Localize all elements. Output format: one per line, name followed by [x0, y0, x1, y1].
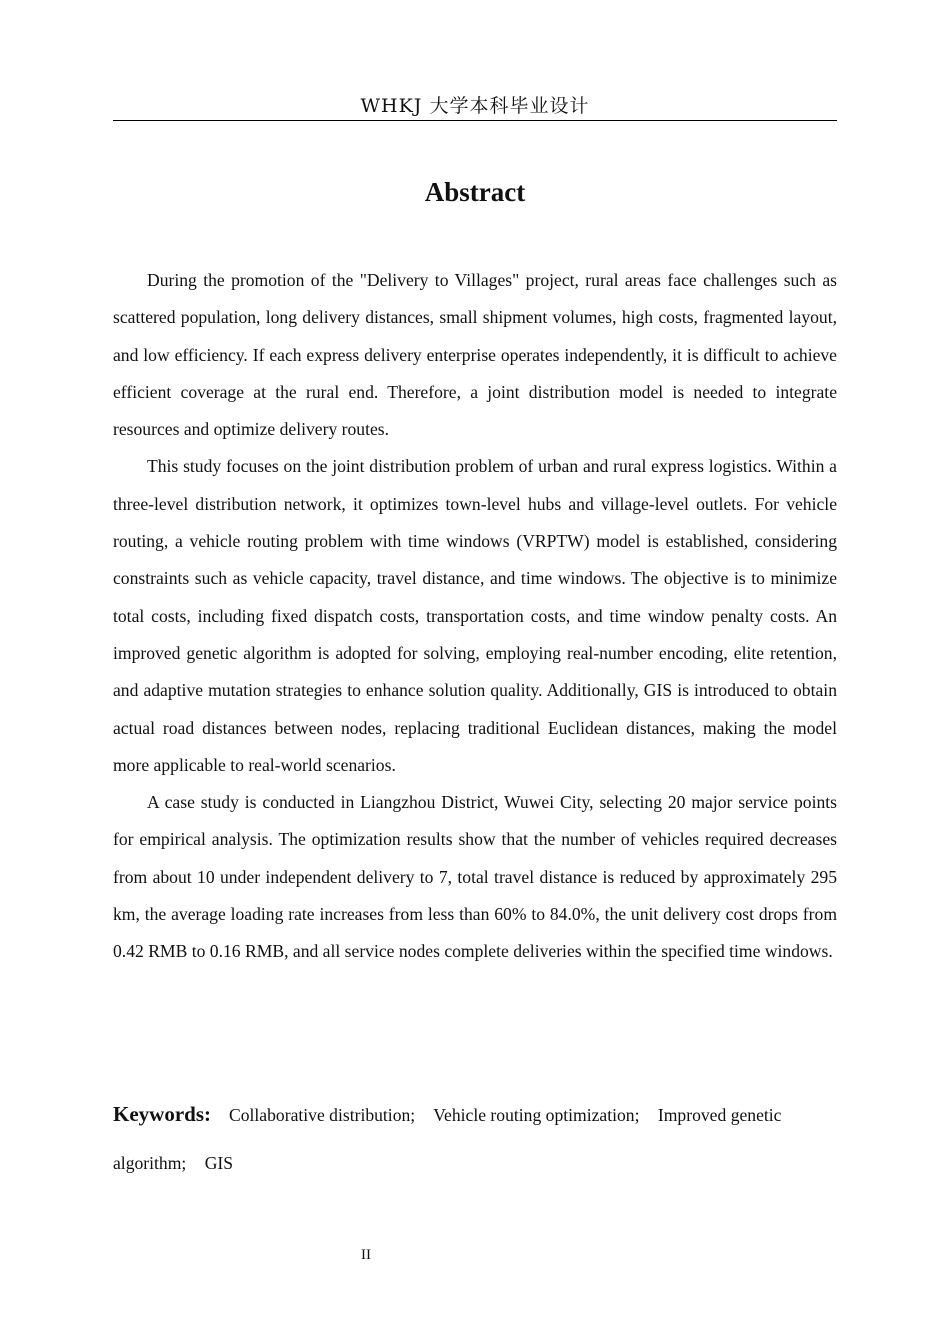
keywords-section [113, 1090, 803, 1187]
keyword-item: Collaborative distribution [229, 1105, 411, 1125]
keyword-separator: ; [181, 1153, 187, 1173]
running-header-text: WHKJ 大学本科毕业设计 [360, 95, 590, 117]
keyword-item: GIS [204, 1153, 234, 1173]
abstract-paragraph-2: This study focuses on the joint distribution problem of urban and rural express logistics. Within a three-level distribution network, it optimizes town-level hubs and village-level outlets. For vehicle routing, a vehicle routing problem with time windows (VRPTW) model is established, considering constraints such as vehicle capacity, travel distance, and time windows. The objective is to minimize total costs, including fixed dispatch costs, transportation costs, and time window penalty costs. An improved genetic algorithm is adopted for solving, employing real-number encoding, elite retention, and adaptive mutation strategies to enhance solution quality. Additionally, GIS is introduced to obtain actual road distances between nodes, replacing traditional Euclidean distances, making the model more applicable to real-world scenarios. [113, 456, 837, 775]
abstract-paragraph-1: During the promotion of the "Delivery to Villages" project, rural areas face challenges such as scattered population, long delivery distances, small shipment volumes, high costs, fragmented layout, and low efficiency. If each express delivery enterprise operates independently, it is difficult to achieve efficient coverage at the rural end. Therefore, a joint distribution model is needed to integrate resources and optimize delivery routes. [113, 270, 837, 440]
abstract-body [113, 262, 837, 971]
keyword-separator: ; [634, 1105, 640, 1125]
abstract-paragraph-3: A case study is conducted in Liangzhou District, Wuwei City, selecting 20 major service points for empirical analysis. The optimization results show that the number of vehicles required decreases from about 10 under independent delivery to 7, total travel distance is reduced by approximately 295 km, the average loading rate increases from less than 60% to 84.0%, the unit delivery cost drops from 0.42 RMB to 0.16 RMB, and all service nodes complete deliveries within the specified time windows. [113, 792, 837, 962]
abstract-title: Abstract [424, 177, 526, 207]
page-number: II [361, 1247, 371, 1263]
keywords-label: Keywords: [113, 1102, 211, 1126]
running-header [113, 94, 837, 121]
keyword-separator: ; [410, 1105, 416, 1125]
keyword-item: Improved genetic algorithm [113, 1105, 782, 1173]
keyword-item: Vehicle routing optimization [433, 1105, 635, 1125]
